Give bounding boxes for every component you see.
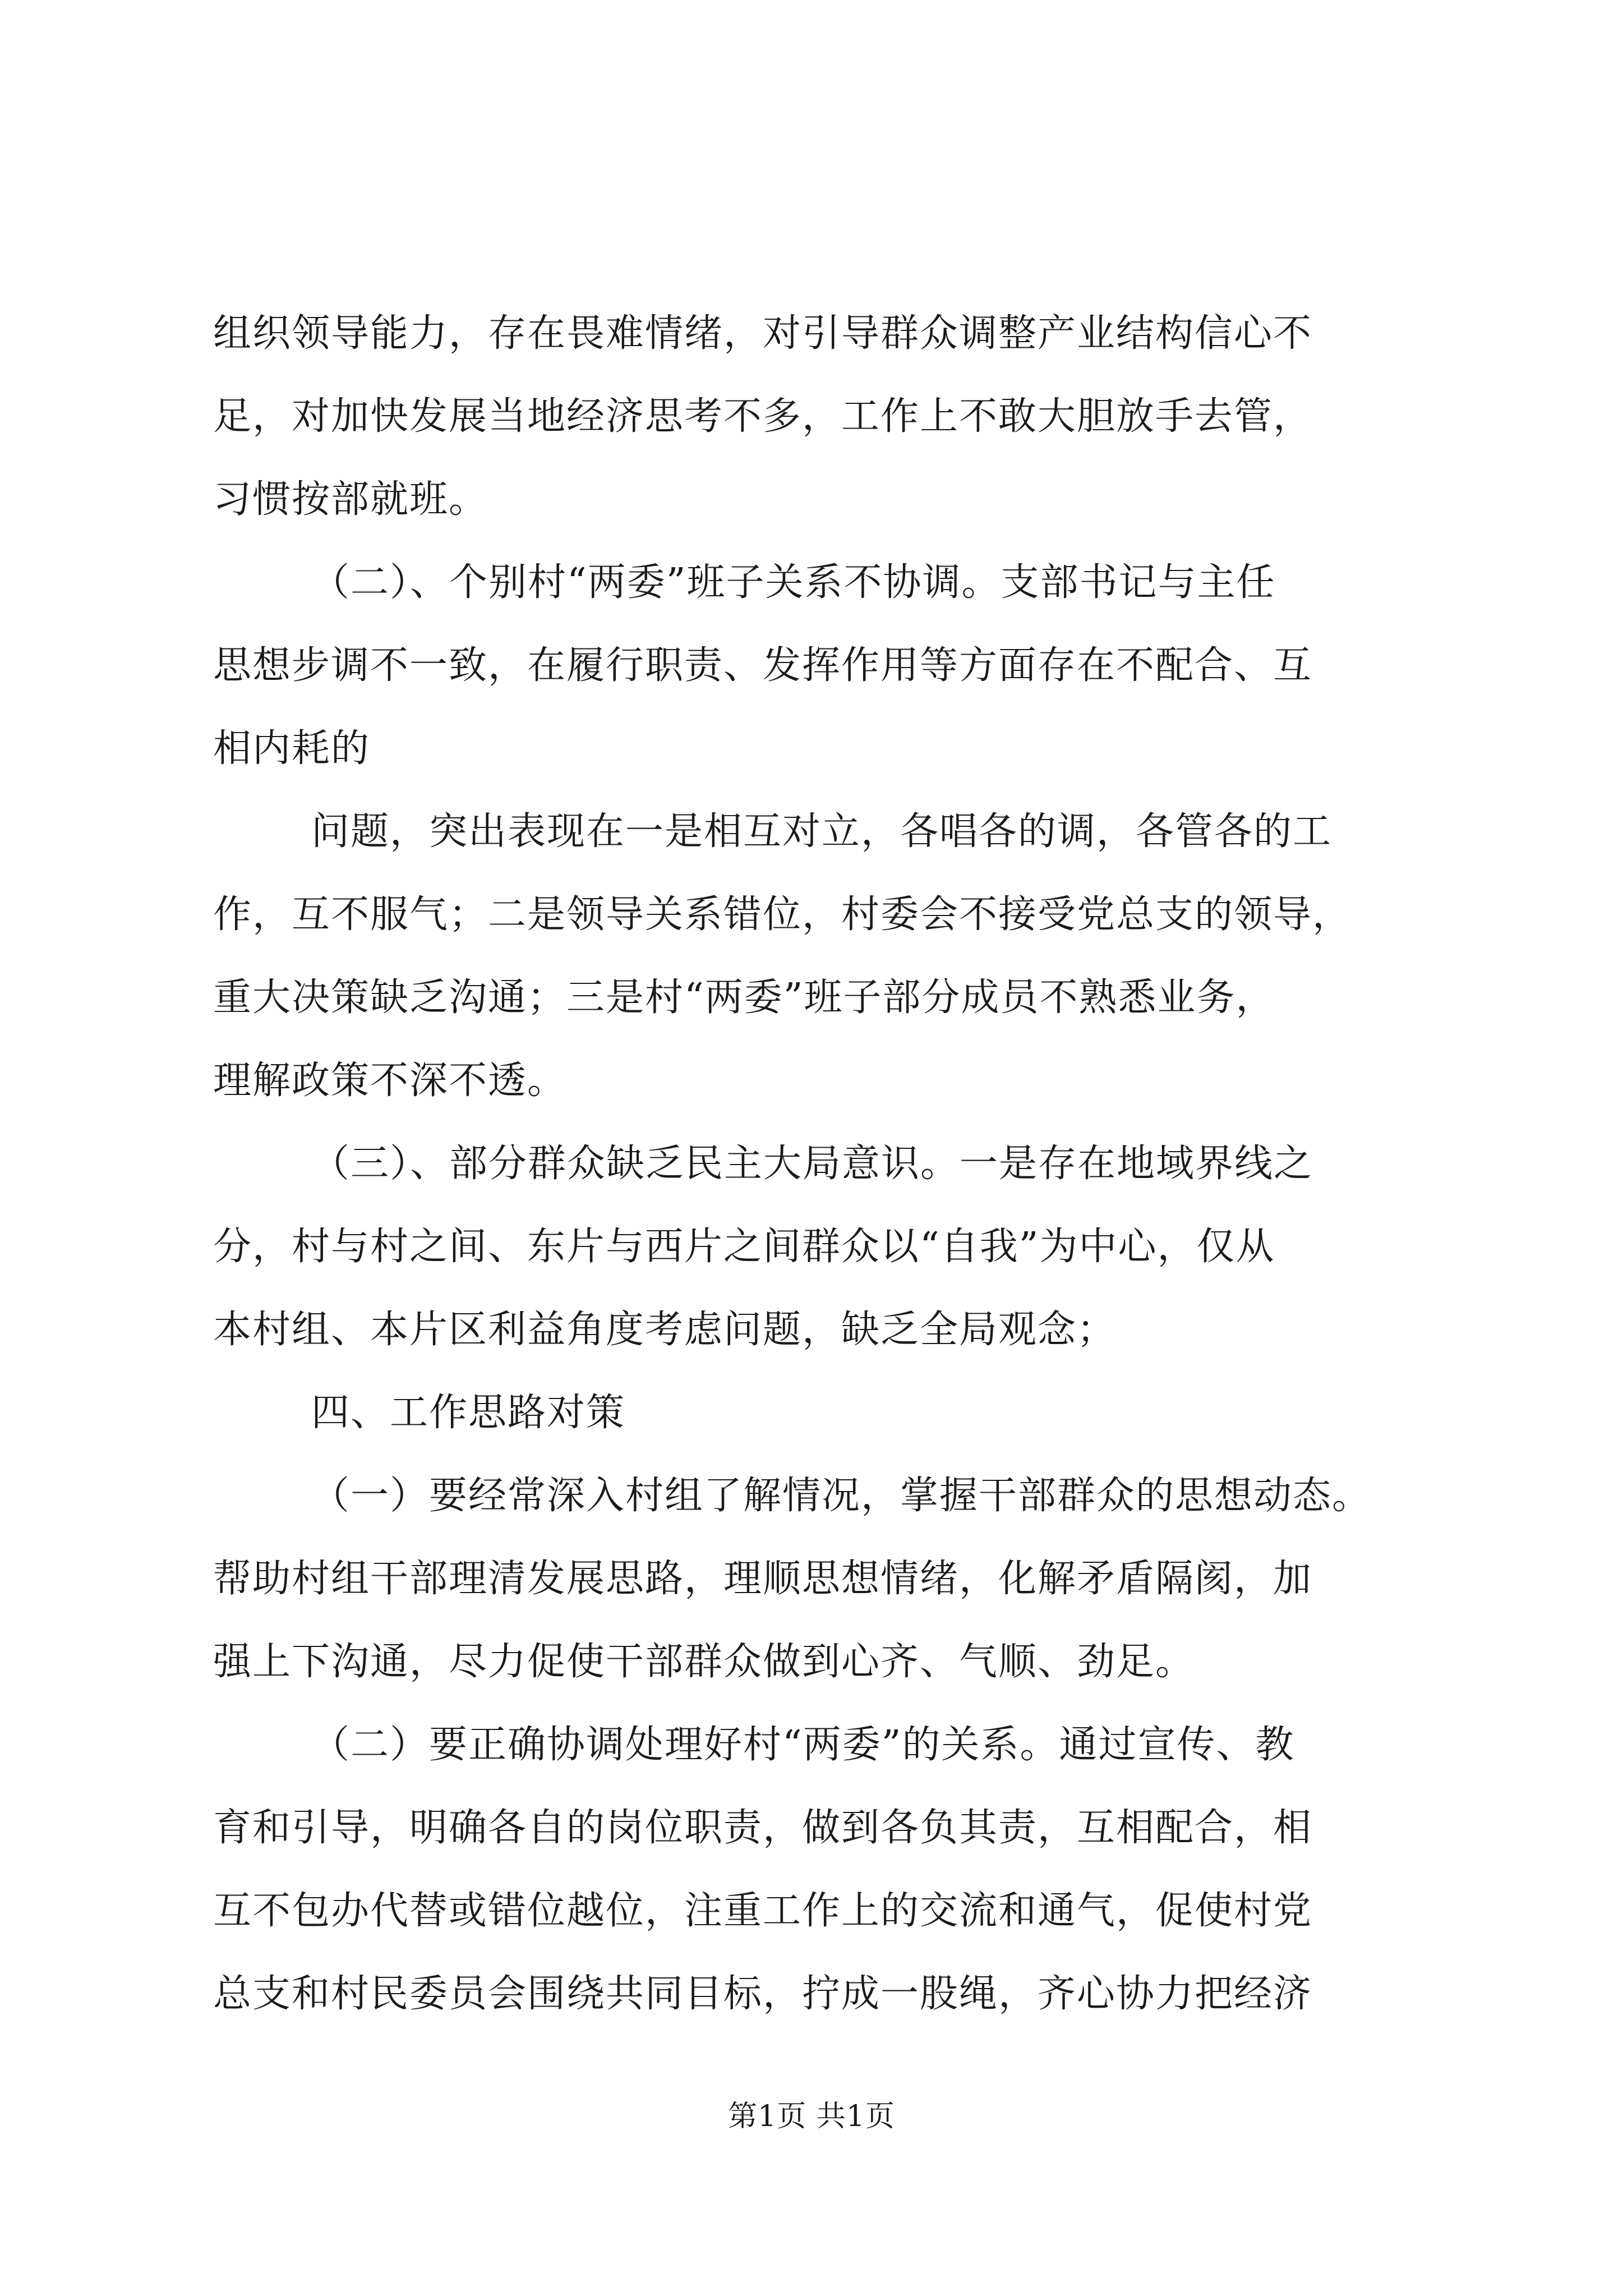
footer-page-number: 1 (758, 2100, 777, 2133)
text-line: 组织领导能力，存在畏难情绪，对引导群众调整产业结构信心不 (213, 311, 1313, 356)
text-line: 分，村与村之间、东片与西片之间群众以“自我”为中心，仅从 (213, 1225, 1275, 1269)
text-line: 互不包办代替或错位越位，注重工作上的交流和通气，促使村党 (213, 1889, 1313, 1933)
text-line: （二）要正确协调处理好村“两委”的关系。通过宣传、教 (311, 1723, 1295, 1767)
text-line: 本村组、本片区利益角度考虑问题，缺乏全局观念； (213, 1308, 1117, 1352)
text-line: （三）、部分群众缺乏民主大局意识。一是存在地域界线之 (311, 1142, 1313, 1186)
section-heading: 四、工作思路对策 (311, 1391, 626, 1435)
text-line: 育和引导，明确各自的岗位职责，做到各负其责，互相配合，相 (213, 1806, 1313, 1850)
text-line: 帮助村组干部理清发展思路，理顺思想情绪，化解矛盾隔阂，加 (213, 1557, 1313, 1601)
footer-page-prefix: 第 (728, 2100, 758, 2133)
text-line: 习惯按部就班。 (213, 477, 488, 522)
text-line: （一）要经常深入村组了解情况，掌握干部群众的思想动态。 (311, 1474, 1372, 1518)
text-line: 重大决策缺乏沟通；三是村“两委”班子部分成员不熟悉业务， (213, 976, 1275, 1020)
footer-total-suffix: 页 (865, 2100, 895, 2133)
text-line: 问题，突出表现在一是相互对立，各唱各的调，各管各的工 (311, 809, 1332, 854)
footer-total-prefix: 共 (816, 2100, 846, 2133)
footer-page-suffix: 页 (777, 2100, 807, 2133)
page-footer (0, 2097, 1623, 2136)
text-line: 强上下沟通，尽力促使干部群众做到心齐、气顺、劲足。 (213, 1640, 1195, 1684)
text-line: 相内耗的 (213, 726, 371, 771)
text-line: （二）、个别村“两委”班子关系不协调。支部书记与主任 (311, 560, 1276, 605)
text-line: 总支和村民委员会围绕共同目标，拧成一股绳，齐心协力把经济 (213, 1972, 1313, 2016)
text-line: 作，互不服气；二是领导关系错位，村委会不接受党总支的领导， (213, 892, 1352, 937)
text-line: 理解政策不深不透。 (213, 1059, 567, 1103)
footer-total-pages: 1 (846, 2100, 865, 2133)
text-line: 思想步调不一致，在履行职责、发挥作用等方面存在不配合、互 (213, 643, 1313, 688)
text-line: 足，对加快发展当地经济思考不多，工作上不敢大胆放手去管， (213, 394, 1313, 439)
